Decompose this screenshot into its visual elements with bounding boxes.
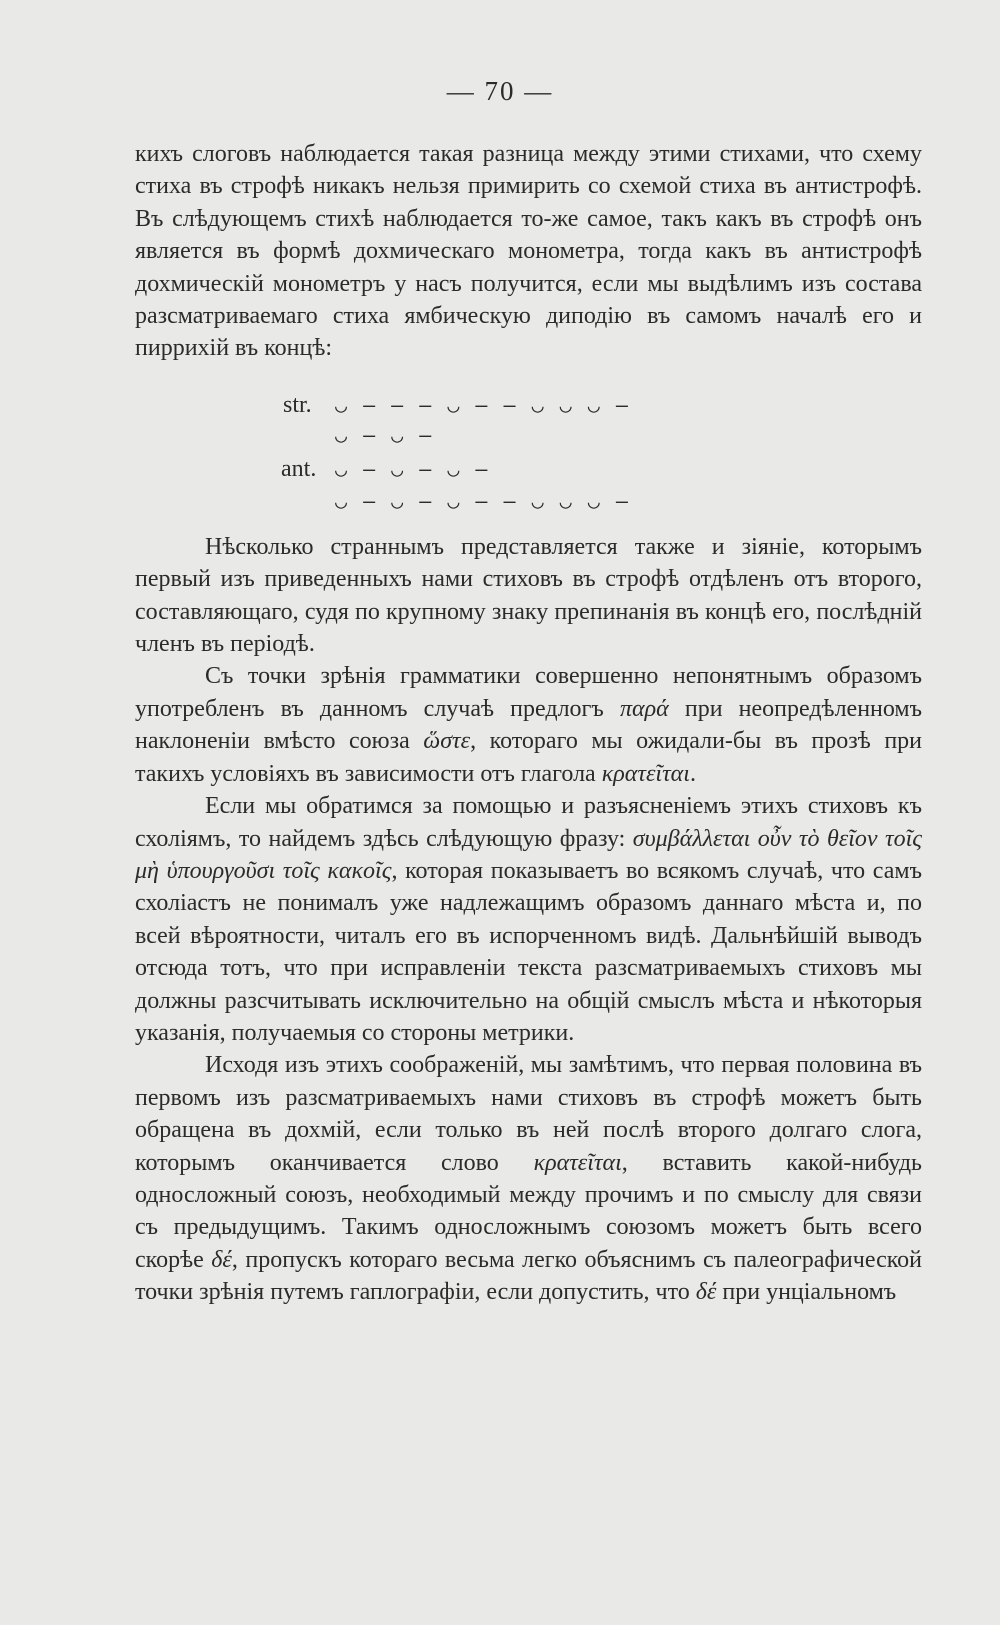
p5-text-c: , пропускъ котораго весьма легко объяснимъ съ палеографической точки зрѣнія путемъ гаплографіи, если допустить, что [135, 1246, 923, 1306]
p5-text-a: Исходя изъ этихъ соображеній, мы замѣтимъ, что первая половина въ первомъ изъ разсматриваемыхъ нами стиховъ въ строфѣ можетъ быть обращена въ дохмій, если только въ ней послѣ второго долгаго слога, которымъ оканчивается слово [135, 1052, 922, 1176]
page-number: — 70 — [446, 76, 554, 106]
greek-word-para: παρά [619, 695, 669, 722]
p5-text-d: при унціальномъ [722, 1279, 897, 1306]
p4-text-b: , которая показываетъ во всякомъ случаѣ, что самъ схоліастъ не понималъ уже надлежащимъ образомъ даннаго мѣста и, по всей вѣроятности, читалъ его въ испорченномъ видѣ. Дальнѣйшій выводъ отсюда тотъ, что при исправленіи текста разсматриваемыхъ стиховъ мы должны разсчитывать исключительно на общій смыслъ мѣста и нѣкоторыя указанія, получаемыя со стороны метрики. [135, 857, 923, 1046]
greek-word-de: δέ [211, 1246, 232, 1273]
paragraph-4 [135, 790, 922, 1049]
paragraph-1: кихъ слоговъ наблюдается такая разница между этими стихами, что схему стиха въ строфѣ никакъ нельзя примирить со схемой стиха въ антистрофѣ. Въ слѣдующемъ стихѣ наблюдается то-же самое, такъ какъ въ строфѣ онъ является въ формѣ дохмическаго монометра, тогда какъ въ антистрофѣ дохмическій монометръ у насъ получится, если мы выдѣлимъ изъ состава разсматриваемаго стиха ямбическую диподію въ самомъ началѣ его и пиррихій въ концѣ: [135, 141, 922, 362]
meter-label-ant: ant. [281, 455, 317, 482]
paragraph-2: Нѣсколько страннымъ представляется также и зіяніе, которымъ первый изъ приведенныхъ нами стиховъ въ строфѣ отдѣленъ отъ второго, составляющаго, судя по крупному знаку препинанія въ концѣ его, послѣдній членъ въ періодѣ. [135, 533, 922, 658]
metrical-scheme [135, 365, 922, 531]
meter-str-line-2: ◡ — ◡ — [335, 422, 434, 447]
p3-text-a: Съ точки зрѣнія грамматики совершенно непонятнымъ образомъ употребленъ въ данномъ случаѣ предлогъ [135, 663, 922, 722]
body-text [135, 138, 922, 1309]
meter-ant-line-2: ◡ — ◡ — ◡ — — ◡ ◡ ◡ — [335, 488, 630, 513]
paragraph-5 [135, 1049, 922, 1308]
p5-text-b: , вставить какой-нибудь односложный союзъ, необходимый между прочимъ и по смыслу для связи съ предыдущимъ. Такимъ односложнымъ союзомъ можетъ быть всего скорѣе [135, 1149, 923, 1273]
meter-ant-line-1: ◡ — ◡ — ◡ — [335, 456, 490, 481]
p3-text-c: , котораго мы ожидали-бы въ прозѣ при такихъ условіяхъ въ зависимости отъ глагола [135, 728, 923, 787]
greek-word-krateitai-2: κρατεῖται [533, 1149, 622, 1176]
greek-word-de-2: δέ [695, 1279, 717, 1306]
meter-str-line-1: ◡ — — — ◡ — — ◡ ◡ ◡ — [335, 392, 630, 417]
p3-text-b: при неопредѣленномъ наклоненіи вмѣсто союза [135, 695, 923, 755]
greek-word-krateitai: κρατεῖται [601, 760, 690, 787]
greek-word-hoste: ὥστε [423, 728, 471, 755]
greek-scholion-phrase: συμβάλλεται οὖν τὸ θεῖον τοῖς μὴ ὑπουργοῦσι τοῖς κακοῖς [135, 825, 923, 884]
p3-text-d: . [689, 760, 696, 787]
p4-text-a: Если мы обратимся за помощью и разъясненіемъ этихъ стиховъ къ схоліямъ, то найдемъ здѣсь слѣдующую фразу: [135, 793, 922, 852]
paragraph-3 [135, 660, 922, 790]
meter-label-str: str. [283, 391, 312, 418]
